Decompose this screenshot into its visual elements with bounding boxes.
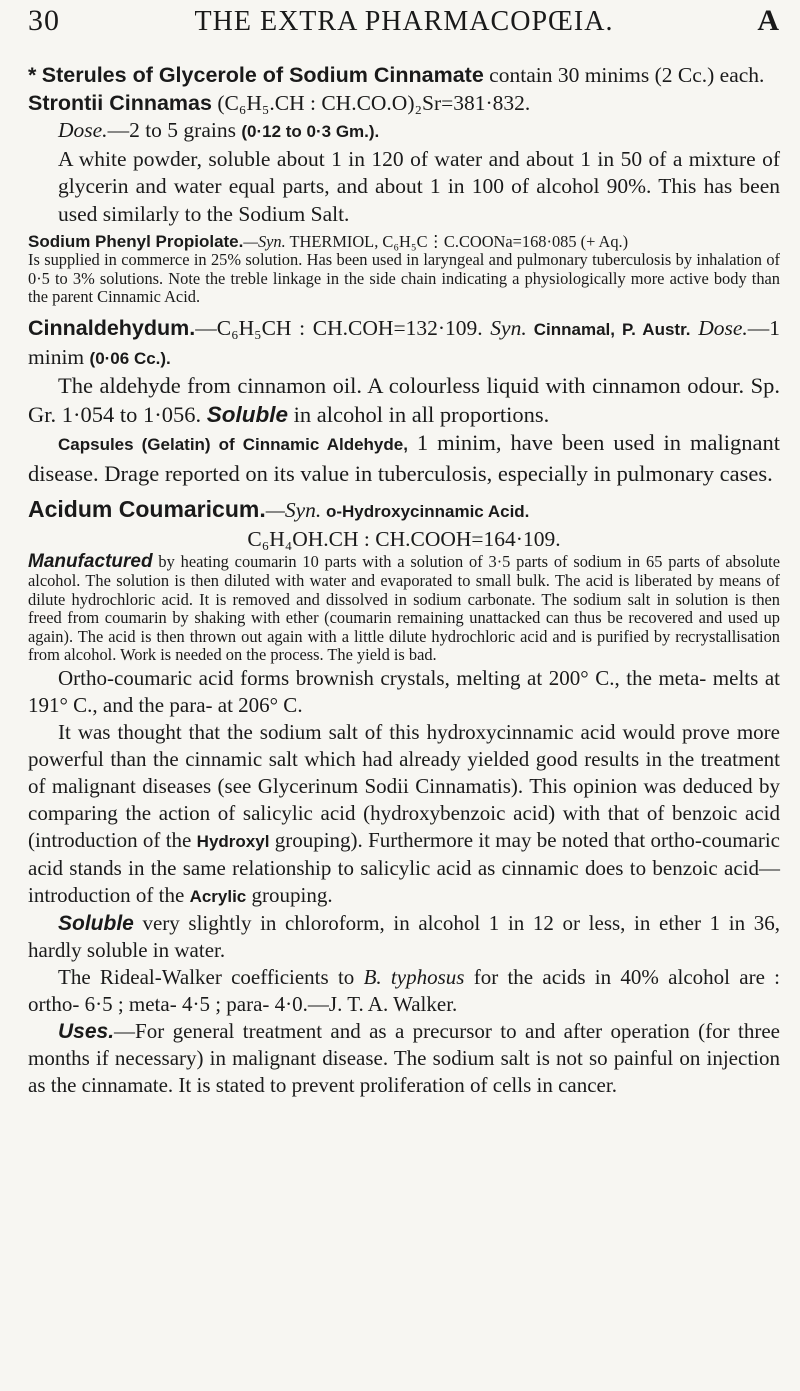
uses-text: —For general treatment and as a precursor to and after operation (for three months if necessary) in malignant disease. The sodium salt is not so painful on injection as the cinnamate. It is stated to prevent proliferation of cells in cancer. (28, 1018, 780, 1097)
acidum-uses (28, 1018, 780, 1099)
rideal-organism: B. typhosus (363, 964, 465, 989)
manufactured-label: Manufactured (28, 551, 153, 573)
para2-before: It was thought that the sodium salt of this hydroxycinnamic acid would prove more powerful than the cinnamic salt which had already yielded good results in the treatment of malignant diseases (see Glycerinum Sodii Cinnamatis). This opinion was deduced by comparing the action of salicylic acid (hydroxybenzoic acid) with that of benzoic acid (introduction of the (28, 719, 780, 852)
cinnaldehydum-syn-label: Syn. (482, 315, 527, 340)
sodium-phenyl-heading-line (28, 233, 780, 252)
cinnaldehydum-formula: —C₆H₅CH : CH.COH=132·109. (195, 315, 483, 340)
strontii-entry (28, 90, 780, 118)
acidum-para1: Ortho-coumaric acid forms brownish crystals, melting at 200° C., the meta- melts at 191° C., and the para- at 206° C. (28, 665, 780, 717)
acidum-heading: Acidum Coumaricum. (28, 496, 266, 523)
cinnaldehydum-dose-text: —1 minim (28, 315, 781, 369)
cinnaldehydum-syn: Cinnamal, P. Austr. (526, 319, 691, 339)
cinnaldehydum-dose-label: Dose. (690, 315, 748, 340)
sterules-heading: Sterules of Glycerole of Sodium Cinnamate (41, 63, 484, 87)
acidum-manufactured (28, 553, 780, 665)
strontii-description: A white powder, soluble about 1 in 120 of water and about 1 in 50 of a mixture of glycerin and water equal parts, and about 1 in 100 of alcohol 90%. This has been used similarly to the Sodium Salt. (58, 146, 780, 226)
hydroxyl-term: Hydroxyl (196, 831, 270, 851)
rideal-before: The Rideal-Walker coefficients to (58, 964, 364, 989)
acidum-soluble (28, 910, 780, 964)
strontii-dose-text: —2 to 5 grains (107, 118, 242, 143)
sterules-entry (28, 62, 780, 90)
acidum-syn: o-Hydroxycinnamic Acid. (321, 502, 530, 522)
cinnaldehydum-heading-line (28, 315, 780, 372)
strontii-dose-metric: (0·12 to 0·3 Gm.). (241, 122, 380, 142)
cinnaldehydum-capsules (28, 429, 780, 488)
capsules-text: 1 minim, have been used in malignant disease. Drage reported on its value in tuberculosis, especially in pulmonary cases. (28, 430, 780, 486)
manufactured-text: by heating coumarin 10 parts with a solution of 3·5 parts of sodium in 65 parts of absolute alcohol. The solution is then diluted with water and evaporated to small bulk. The acid is liberated by means of dilute hydrochloric acid. It is removed and dissolved in sodium carbonate. The sodium salt in solution is then freed from coumarin by shaking with ether (coumarin remaining unattacked can thus be recovered and used up again). The acid is then thrown out again with a little dilute hydrochloric acid and is purified by recrystallisation from alcohol. Work is needed on the process. The yield is bad. (28, 552, 780, 665)
acidum-para2 (28, 719, 780, 910)
para2-after: grouping. (246, 882, 333, 907)
acidum-formula: C₆H₄OH.CH : CH.COOH=164·109. (247, 526, 561, 551)
running-title: THE EXTRA PHARMACOPŒIA. (194, 6, 614, 37)
acidum-soluble-text: very slightly in chloroform, in alcohol 1 in 12 or less, in ether 1 in 36, hardly soluble in water. (28, 910, 780, 962)
acrylic-term: Acrylic (189, 886, 247, 906)
rideal-after: for the acids in 40% alcohol are : ortho- 6·5 ; meta- 4·5 ; para- 4·0.—J. T. A. Walker. (28, 964, 781, 1016)
cinnaldehydum-dose-metric: (0·06 Cc.). (89, 348, 171, 368)
sodium-phenyl-syn: THERMIOL, C₆H₅C⋮C.COONa=168·085 (+ Aq.) (285, 231, 629, 251)
uses-label: Uses. (58, 1019, 115, 1043)
strontii-dose-label: Dose. (58, 118, 108, 143)
acidum-soluble-label: Soluble (58, 911, 134, 935)
cinnaldehydum-soluble-label: Soluble (206, 401, 289, 427)
strontii-formula: (C₆H₅.CH : CH.CO.O)₂Sr=381·832. (211, 90, 531, 115)
cinnaldehydum-desc-after: in alcohol in all proportions. (288, 401, 550, 427)
cinnaldehydum-desc-before: The aldehyde from cinnamon oil. A colourless liquid with cinnamon odour. Sp. Gr. 1·054 to 1·056. (28, 373, 780, 427)
sterules-text: contain 30 minims (2 Cc.) each. (483, 63, 765, 87)
para2-mid: grouping). Furthermore it may be noted that ortho-coumaric acid stands in the same relationship to salicylic acid as cinnamic does to benzoic acid—introduction of the (28, 827, 781, 907)
running-head (28, 4, 780, 44)
cinnaldehydum-heading: Cinnaldehydum. (28, 315, 196, 340)
page-number: 30 (28, 4, 60, 37)
strontii-heading: Strontii Cinnamas (28, 90, 212, 115)
acidum-rideal (28, 964, 780, 1018)
acidum-heading-line (28, 496, 780, 526)
capsules-heading: Capsules (Gelatin) of Cinnamic Aldehyde, (58, 435, 408, 455)
acidum-syn-label: —Syn. (265, 498, 322, 523)
strontii-dose (28, 117, 780, 146)
page-body (28, 62, 780, 1099)
sodium-phenyl-syn-label: —Syn. (243, 231, 286, 251)
sodium-phenyl-heading: Sodium Phenyl Propiolate. (28, 231, 244, 251)
cinnaldehydum-description (28, 372, 780, 429)
sodium-phenyl-description: Is supplied in commerce in 25% solution. Has been used in laryngeal and pulmonary tuberculosis by inhalation of 0·5 to 3% solutions. Note the treble linkage in the side chain indicating a physiologically more active body than the parent Cinnamic Acid. (28, 250, 780, 307)
section-letter: A (757, 4, 780, 37)
star-icon: * (28, 63, 37, 87)
